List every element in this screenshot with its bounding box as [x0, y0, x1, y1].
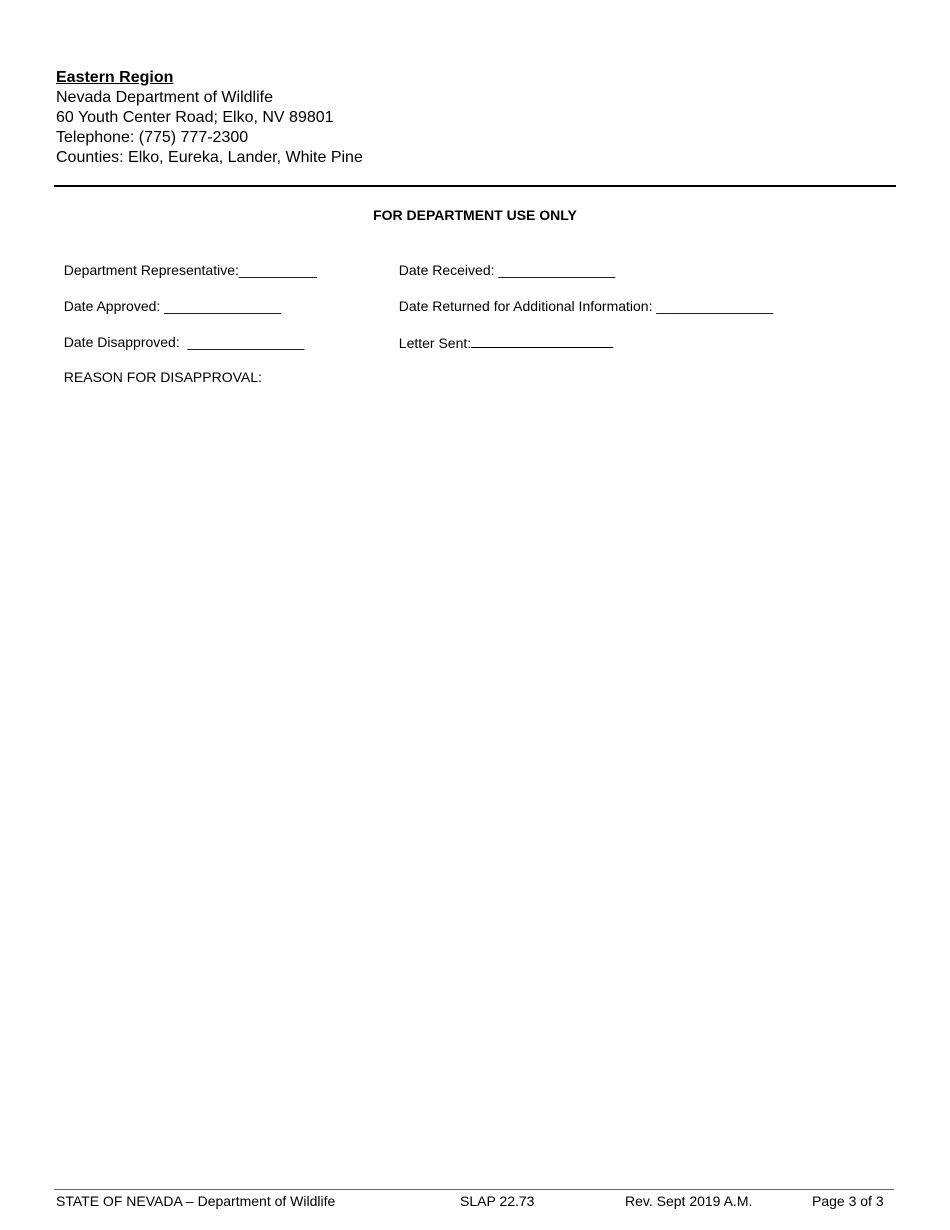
region-title: Eastern Region [56, 69, 174, 86]
footer-divider [54, 1189, 894, 1190]
date-approved-field [56, 279, 281, 315]
date-returned-label: Date Returned for Additional Information: [398, 298, 657, 314]
reason-for-disapproval-label: REASON FOR DISAPPROVAL: [63, 369, 262, 385]
telephone: Telephone: (775) 777-2300 [56, 129, 249, 146]
reason-for-disapproval [56, 350, 262, 386]
section-divider [54, 185, 896, 187]
counties: Counties: Elko, Eureka, Lander, White Pine [56, 149, 363, 166]
footer-revision: Rev. Sept 2019 A.M. [625, 1193, 753, 1209]
footer-page-number: Page 3 of 3 [812, 1193, 884, 1209]
date-approved-blank[interactable]: _______________ [164, 298, 281, 314]
date-disapproved-label: Date Disapproved: [63, 334, 188, 350]
letter-sent-field [391, 315, 613, 352]
date-approved-label: Date Approved: [63, 298, 165, 314]
date-returned-field [391, 279, 773, 315]
date-returned-blank[interactable]: _______________ [656, 298, 774, 314]
date-disapproved-field [56, 315, 304, 351]
date-received-blank[interactable]: _______________ [498, 262, 616, 278]
date-received-label: Date Received: [398, 262, 499, 278]
letter-sent-blank[interactable] [471, 333, 613, 348]
date-disapproved-blank[interactable]: _______________ [187, 334, 305, 350]
department-use-heading: FOR DEPARTMENT USE ONLY [373, 207, 577, 223]
street-address: 60 Youth Center Road; Elko, NV 89801 [56, 109, 334, 126]
agency-name: Nevada Department of Wildlife [56, 89, 273, 106]
letter-sent-label: Letter Sent: [398, 335, 472, 351]
department-representative-field [56, 243, 317, 279]
region-address-block [56, 68, 363, 168]
footer-form-number: SLAP 22.73 [460, 1193, 535, 1209]
department-representative-blank[interactable]: __________ [238, 262, 317, 278]
footer-agency: STATE OF NEVADA – Department of Wildlife [56, 1193, 336, 1209]
date-received-field [391, 243, 615, 279]
department-representative-label: Department Representative: [63, 262, 239, 278]
